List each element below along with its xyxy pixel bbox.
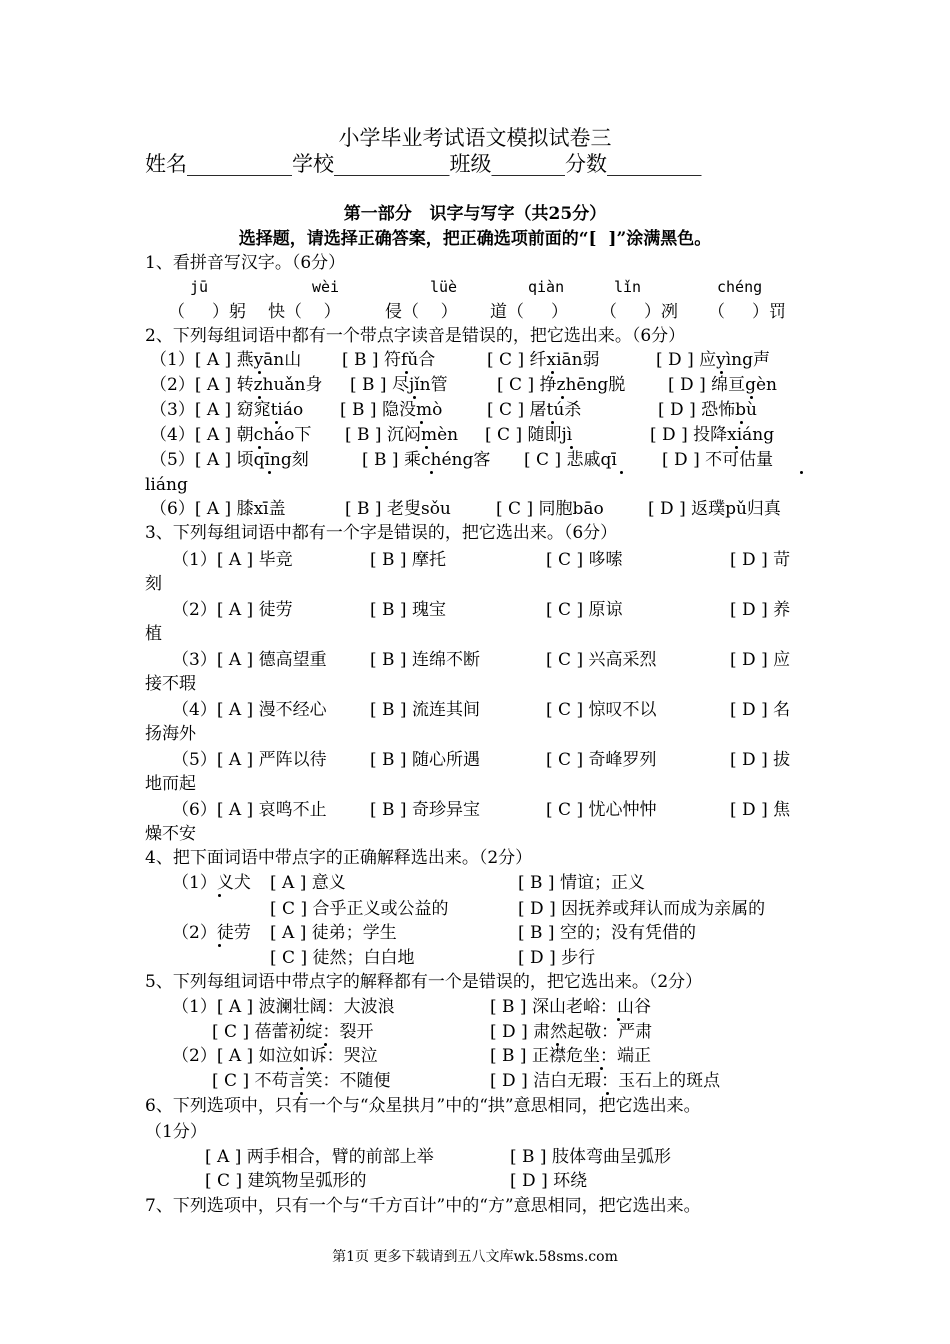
emphasis-dot	[570, 446, 573, 449]
emphasis-dot	[218, 894, 221, 897]
emphasis-dot	[430, 471, 433, 474]
q2-row6-d: [ D ] 返璞pǔ归真	[648, 499, 781, 519]
q2-row2-b: [ B ] 尽jǐn管	[350, 375, 448, 395]
q3-row5-b: [ B ] 随心所遇	[370, 750, 480, 770]
q3-row2-c: [ C ] 原谅	[546, 600, 623, 620]
student-info-row: 姓名__________学校___________班级_______分数_________	[145, 152, 702, 176]
q5-row4-d: [ D ] 洁白无瑕：玉石上的斑点	[490, 1071, 721, 1091]
q3-row3-b: [ B ] 连绵不断	[370, 650, 480, 670]
emphasis-dot	[735, 446, 738, 449]
q1-item: 道（ ）	[490, 302, 569, 322]
q3-row6-c: [ C ] 忧心忡忡	[546, 800, 657, 820]
q5-row1-b: [ B ] 深山老峪：山谷	[490, 997, 651, 1017]
q2-row1-d: [ D ] 应yìng声	[656, 350, 770, 370]
q3-row5-wrap: 地而起	[145, 774, 196, 794]
q6-option-a: [ A ] 两手相合，臂的前部上举	[205, 1147, 434, 1167]
q5-stem: 5、下列每组词语中带点字的解释都有一个是错误的，把它选出来。（2分）	[145, 972, 703, 992]
q1-item: （ ）躬	[168, 302, 247, 322]
q2-stem: 2、下列每组词语中都有一个带点字读音是错误的，把它选出来。（6分）	[145, 326, 686, 346]
emphasis-dot	[556, 1043, 559, 1046]
q3-row6-b: [ B ] 奇珍异宝	[370, 800, 480, 820]
q4-row1-a: [ A ] 意义	[270, 873, 346, 893]
q3-row4-d: [ D ] 名	[730, 700, 791, 720]
emphasis-dot	[620, 471, 623, 474]
emphasis-dot	[258, 446, 261, 449]
emphasis-dot	[740, 421, 743, 424]
emphasis-dot	[425, 446, 428, 449]
emphasis-dot	[405, 371, 408, 374]
q1-pinyin: lǐn	[614, 278, 642, 296]
q2-row5-a: （5）[ A ] 顷qīng刻	[150, 450, 309, 470]
q4-row4-c: [ C ] 徒然；白白地	[270, 948, 415, 968]
q2-row3-c: [ C ] 屠tú杀	[487, 400, 582, 420]
q6-option-b: [ B ] 肢体弯曲呈弧形	[510, 1147, 671, 1167]
q3-row1-a: （1）[ A ] 毕竞	[172, 550, 293, 570]
q3-row2-d: [ D ] 养	[730, 600, 791, 620]
q3-row3-c: [ C ] 兴高采烈	[546, 650, 657, 670]
page-footer: 第1页 更多下载请到五八文库wk.58sms.com	[332, 1249, 618, 1265]
q6-option-c: [ C ] 建筑物呈弧形的	[205, 1171, 367, 1191]
emphasis-dot	[551, 371, 554, 374]
q4-row4-d: [ D ] 步行	[518, 948, 596, 968]
q2-row1-a: （1）[ A ] 燕yān山	[150, 350, 302, 370]
emphasis-dot	[300, 1067, 303, 1070]
q1-stem: 1、看拼音写汉字。（6分）	[145, 253, 346, 273]
emphasis-dot	[600, 1067, 603, 1070]
q1-pinyin: chéng	[717, 278, 763, 296]
q2-row3-b: [ B ] 隐没mò	[340, 400, 443, 420]
q2-row2-d: [ D ] 绵亘gèn	[668, 375, 777, 395]
q1-pinyin: wèi	[312, 278, 340, 296]
q2-row6-b: [ B ] 老叟sǒu	[345, 499, 451, 519]
emphasis-dot	[720, 371, 723, 374]
q4-row1-b: [ B ] 情谊；正义	[518, 873, 645, 893]
q2-row5-c: [ C ] 悲戚qī	[524, 450, 617, 470]
q3-row2-a: （2）[ A ] 徒劳	[172, 600, 293, 620]
q6-stem: 6、下列选项中，只有一个与“众星拱月”中的“拱”意思相同，把它选出来。	[145, 1096, 701, 1116]
emphasis-dot	[300, 1092, 303, 1095]
q2-row5-d: [ D ] 不可估量	[662, 450, 774, 470]
q1-item: （ ）罚	[708, 302, 787, 322]
emphasis-dot	[218, 944, 221, 947]
q4-row2-c: [ C ] 合乎正义或公益的	[270, 899, 449, 919]
q3-row3-wrap: 接不瑕	[145, 674, 196, 694]
q2-row5-wrap: liáng	[145, 475, 188, 495]
q1-pinyin: lüè	[430, 278, 458, 296]
q3-row6-wrap: 燥不安	[145, 824, 196, 844]
q2-row1-b: [ B ] 符fǔ合	[342, 350, 436, 370]
emphasis-dot	[750, 396, 753, 399]
q4-row3-b: [ B ] 空的；没有凭借的	[518, 923, 696, 943]
q3-row1-wrap: 刻	[145, 574, 162, 594]
emphasis-dot	[617, 1018, 620, 1021]
q3-row5-a: （5）[ A ] 严阵以待	[172, 750, 327, 770]
q2-row3-d: [ D ] 恐怖bù	[658, 400, 757, 420]
q2-row6-c: [ C ] 同胞bāo	[496, 499, 604, 519]
q2-row6-a: （6）[ A ] 膝xī盖	[150, 499, 286, 519]
emphasis-dot	[413, 396, 416, 399]
q3-row1-c: [ C ] 哆嗦	[546, 550, 623, 570]
q2-row2-a: （2）[ A ] 转zhuǎn身	[150, 375, 323, 395]
q5-row1-a: （1）[ A ] 波澜壮阔：大波浪	[172, 997, 395, 1017]
q1-item: 快（ ）	[268, 302, 341, 322]
q2-row3-a: （3）[ A ] 窈窕tiáo	[150, 400, 304, 420]
q2-row5-b: [ B ] 乘chéng客	[362, 450, 491, 470]
q3-row6-a: （6）[ A ] 哀鸣不止	[172, 800, 327, 820]
q3-row5-c: [ C ] 奇峰罗列	[546, 750, 657, 770]
q3-row4-c: [ C ] 惊叹不以	[546, 700, 657, 720]
q3-row6-d: [ D ] 焦	[730, 800, 791, 820]
emphasis-dot	[606, 1092, 609, 1095]
emphasis-dot	[275, 421, 278, 424]
q1-item: （ ）冽	[600, 302, 679, 322]
emphasis-dot	[561, 396, 564, 399]
q3-row4-wrap: 扬海外	[145, 724, 196, 744]
emphasis-dot	[268, 471, 271, 474]
q2-row4-a: （4）[ A ] 朝cháo下	[150, 425, 312, 445]
q4-row3-a: [ A ] 徒弟；学生	[270, 923, 397, 943]
q5-row2-d: [ D ] 肃然起敬：严肃	[490, 1022, 653, 1042]
q3-row2-wrap: 植	[145, 624, 162, 644]
q2-row1-c: [ C ] 纤xiān弱	[487, 350, 600, 370]
q4-row1-word: （1）义犬	[172, 873, 251, 893]
q2-row4-c: [ C ] 随即jì	[485, 425, 573, 445]
q5-row3-b: [ B ] 正襟危坐：端正	[490, 1046, 651, 1066]
q1-pinyin: jū	[190, 278, 209, 296]
emphasis-dot	[324, 1043, 327, 1046]
emphasis-dot	[258, 396, 261, 399]
emphasis-dot	[551, 421, 554, 424]
q6-option-d: [ D ] 环绕	[510, 1171, 588, 1191]
q3-row4-a: （4）[ A ] 漫不经心	[172, 700, 327, 720]
q6-stem-wrap: （1分）	[145, 1122, 207, 1142]
emphasis-dot	[800, 471, 803, 474]
q4-row3-word: （2）徒劳	[172, 923, 251, 943]
q4-stem: 4、把下面词语中带点字的正确解释选出来。（2分）	[145, 848, 533, 868]
part1-instruction: 选择题，请选择正确答案，把正确选项前面的“[ ]”涂满黑色。	[238, 229, 712, 249]
q4-row2-d: [ D ] 因抚养或拜认而成为亲属的	[518, 899, 766, 919]
q3-row4-b: [ B ] 流连其间	[370, 700, 480, 720]
q7-stem: 7、下列选项中，只有一个与“千方百计”中的“方”意思相同，把它选出来。	[145, 1196, 701, 1216]
q1-pinyin: qiàn	[528, 278, 565, 296]
q3-row2-b: [ B ] 瑰宝	[370, 600, 446, 620]
q5-row4-c: [ C ] 不苟言笑：不随便	[212, 1071, 391, 1091]
q3-row1-d: [ D ] 苛	[730, 550, 791, 570]
q2-row2-c: [ C ] 挣zhēng脱	[497, 375, 626, 395]
q2-row4-d: [ D ] 投降xiáng	[650, 425, 775, 445]
emphasis-dot	[420, 421, 423, 424]
q5-row3-a: （2）[ A ] 如泣如诉：哭泣	[172, 1046, 378, 1066]
q3-row5-d: [ D ] 拔	[730, 750, 791, 770]
q3-row3-a: （3）[ A ] 德高望重	[172, 650, 327, 670]
q3-row3-d: [ D ] 应	[730, 650, 791, 670]
q2-row4-b: [ B ] 沉闷mèn	[345, 425, 459, 445]
emphasis-dot	[258, 371, 261, 374]
q5-row2-c: [ C ] 蓓蕾初绽：裂开	[212, 1022, 374, 1042]
q1-item: 侵（ ）	[385, 302, 458, 322]
emphasis-dot	[300, 1018, 303, 1021]
page-title: 小学毕业考试语文模拟试卷三	[338, 126, 612, 150]
q3-row1-b: [ B ] 摩托	[370, 550, 446, 570]
part1-heading: 第一部分 识字与写字（共25分）	[343, 204, 607, 224]
q3-stem: 3、下列每组词语中都有一个字是错误的，把它选出来。（6分）	[145, 523, 618, 543]
